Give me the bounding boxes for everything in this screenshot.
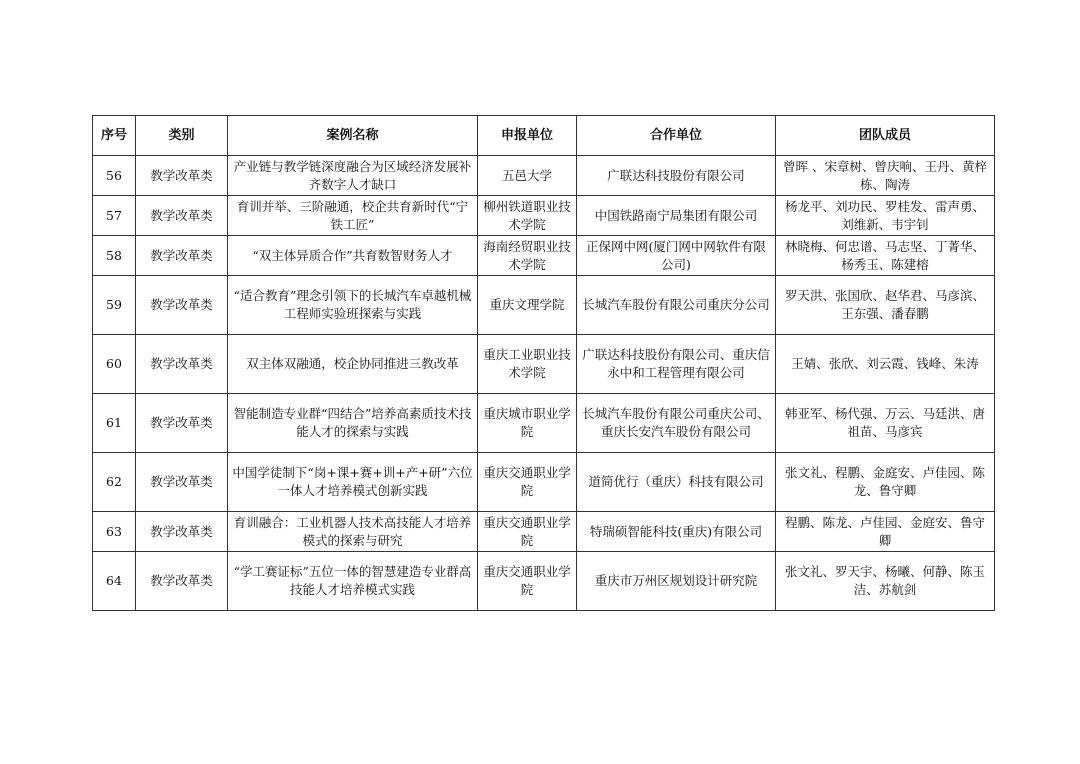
row-partner: 正保网中网(厦门网中网软件有限公司) bbox=[577, 236, 776, 276]
row-number: 64 bbox=[93, 552, 136, 611]
row-applicant: 重庆交通职业学院 bbox=[478, 453, 577, 512]
table-row bbox=[93, 156, 995, 196]
row-number: 59 bbox=[93, 276, 136, 335]
row-case-name: “学工赛证标”五位一体的智慧建造专业群高技能人才培养模式实践 bbox=[228, 552, 478, 611]
row-category: 教学改革类 bbox=[136, 196, 228, 236]
header-no: 序号 bbox=[93, 116, 136, 156]
row-category: 教学改革类 bbox=[136, 276, 228, 335]
case-table bbox=[92, 115, 995, 611]
row-members: 张文礼、罗天宇、杨曦、何静、陈玉洁、苏航剑 bbox=[776, 552, 995, 611]
table-body bbox=[93, 156, 995, 611]
row-number: 58 bbox=[93, 236, 136, 276]
row-applicant: 重庆城市职业学院 bbox=[478, 394, 577, 453]
row-members: 曾晖 、宋章树、曾庆响、王丹、黄梓栋、陶涛 bbox=[776, 156, 995, 196]
table-header-row bbox=[93, 116, 995, 156]
header-partner: 合作单位 bbox=[577, 116, 776, 156]
row-category: 教学改革类 bbox=[136, 512, 228, 552]
table-row bbox=[93, 335, 995, 394]
table-row bbox=[93, 236, 995, 276]
row-case-name: 双主体双融通，校企协同推进三教改革 bbox=[228, 335, 478, 394]
row-partner: 长城汽车股份有限公司重庆分公司 bbox=[577, 276, 776, 335]
row-case-name: 育训并举、三阶融通，校企共育新时代“宁铁工匠” bbox=[228, 196, 478, 236]
row-applicant: 海南经贸职业技术学院 bbox=[478, 236, 577, 276]
header-case-name: 案例名称 bbox=[228, 116, 478, 156]
row-partner: 中国铁路南宁局集团有限公司 bbox=[577, 196, 776, 236]
row-applicant: 柳州铁道职业技术学院 bbox=[478, 196, 577, 236]
row-number: 63 bbox=[93, 512, 136, 552]
row-partner: 广联达科技股份有限公司 bbox=[577, 156, 776, 196]
row-category: 教学改革类 bbox=[136, 156, 228, 196]
row-number: 60 bbox=[93, 335, 136, 394]
row-number: 56 bbox=[93, 156, 136, 196]
header-applicant: 申报单位 bbox=[478, 116, 577, 156]
row-category: 教学改革类 bbox=[136, 394, 228, 453]
row-case-name: “双主体异质合作”共育数智财务人才 bbox=[228, 236, 478, 276]
row-members: 韩亚军、杨代强、万云、马廷洪、唐祖苗、马彦宾 bbox=[776, 394, 995, 453]
row-members: 王婧、张欣、刘云霞、钱峰、朱涛 bbox=[776, 335, 995, 394]
header-members: 团队成员 bbox=[776, 116, 995, 156]
row-members: 罗天洪、张国欣、赵华君、马彦滨、王东强、潘春鹏 bbox=[776, 276, 995, 335]
row-partner: 道简优行（重庆）科技有限公司 bbox=[577, 453, 776, 512]
row-category: 教学改革类 bbox=[136, 453, 228, 512]
row-case-name: 中国学徒制下“岗+课+赛+训+产+研”六位一体人才培养模式创新实践 bbox=[228, 453, 478, 512]
row-members: 林晓梅、何忠谱、马志坚、丁菁华、杨秀玉、陈建榕 bbox=[776, 236, 995, 276]
row-category: 教学改革类 bbox=[136, 552, 228, 611]
table-row bbox=[93, 196, 995, 236]
row-applicant: 重庆工业职业技术学院 bbox=[478, 335, 577, 394]
row-partner: 重庆市万州区规划设计研究院 bbox=[577, 552, 776, 611]
row-applicant: 重庆文理学院 bbox=[478, 276, 577, 335]
table-row bbox=[93, 512, 995, 552]
row-partner: 特瑞硕智能科技(重庆)有限公司 bbox=[577, 512, 776, 552]
row-applicant: 重庆交通职业学院 bbox=[478, 552, 577, 611]
header-category: 类别 bbox=[136, 116, 228, 156]
row-case-name: 产业链与教学链深度融合为区域经济发展补齐数字人才缺口 bbox=[228, 156, 478, 196]
row-members: 张文礼、程鹏、金庭安、卢佳园、陈龙、鲁守卿 bbox=[776, 453, 995, 512]
row-number: 61 bbox=[93, 394, 136, 453]
row-partner: 长城汽车股份有限公司重庆公司、重庆长安汽车股份有限公司 bbox=[577, 394, 776, 453]
table-row bbox=[93, 276, 995, 335]
row-case-name: 智能制造专业群“四结合”培养高素质技术技能人才的探索与实践 bbox=[228, 394, 478, 453]
table-row bbox=[93, 453, 995, 512]
row-number: 62 bbox=[93, 453, 136, 512]
table-row bbox=[93, 552, 995, 611]
row-members: 杨龙平、刘功民、罗桂发、雷声勇、刘维新、韦宇钊 bbox=[776, 196, 995, 236]
row-applicant: 五邑大学 bbox=[478, 156, 577, 196]
row-number: 57 bbox=[93, 196, 136, 236]
row-case-name: 育训融合：工业机器人技术高技能人才培养模式的探索与研究 bbox=[228, 512, 478, 552]
row-applicant: 重庆交通职业学院 bbox=[478, 512, 577, 552]
row-category: 教学改革类 bbox=[136, 335, 228, 394]
table-row bbox=[93, 394, 995, 453]
row-category: 教学改革类 bbox=[136, 236, 228, 276]
row-case-name: “适合教育”理念引领下的长城汽车卓越机械工程师实验班探索与实践 bbox=[228, 276, 478, 335]
row-partner: 广联达科技股份有限公司、重庆信永中和工程管理有限公司 bbox=[577, 335, 776, 394]
row-members: 程鹏、陈龙、卢佳园、金庭安、鲁守卿 bbox=[776, 512, 995, 552]
